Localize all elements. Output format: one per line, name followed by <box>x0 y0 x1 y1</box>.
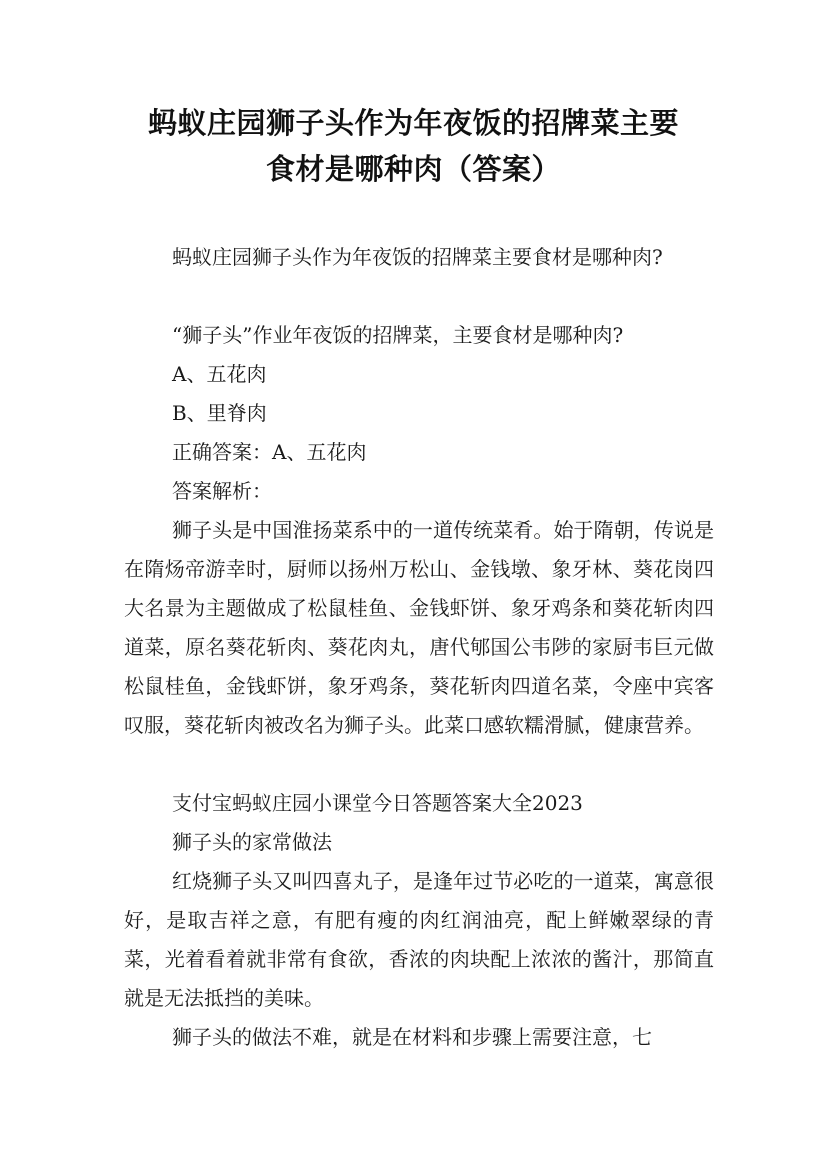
answer-collection-line: 支付宝蚂蚁庄园小课堂今日答题答案大全2023 <box>172 791 583 815</box>
analysis-paragraph: 狮子头是中国淮扬菜系中的一道传统菜肴。始于隋朝，传说是在隋炀帝游幸时，厨师以扬州万松山、金钱墩、象牙林、葵花岗四大名景为主题做成了松鼠桂鱼、金钱虾饼、象牙鸡条和葵花斩肉四道菜，原名葵花斩肉、葵花肉丸，唐代郇国公韦陟的家厨韦巨元做松鼠桂鱼，金钱虾饼，象牙鸡条，葵花斩肉四道名菜，令座中宾客叹服，葵花斩肉被改名为狮子头。此菜口感软糯滑腻，健康营养。 <box>124 518 714 737</box>
document-title-line-1: 蚂蚁庄园狮子头作为年夜饭的招牌菜主要 <box>147 106 679 140</box>
correct-answer: 正确答案：A、五花肉 <box>172 440 367 464</box>
recipe-method-paragraph: 狮子头的做法不难，就是在材料和步骤上需要注意，七 <box>172 1025 652 1049</box>
document-title-line-2: 食材是哪种肉（答案） <box>265 152 561 186</box>
question-intro-paragraph: 蚂蚁庄园狮子头作为年夜饭的招牌菜主要食材是哪种肉? <box>172 245 663 269</box>
home-recipe-heading: 狮子头的家常做法 <box>172 830 332 854</box>
recipe-intro-paragraph: 红烧狮子头又叫四喜丸子，是逢年过节必吃的一道菜，寓意很好，是取吉祥之意，有肥有瘦的肉红润油亮，配上鲜嫩翠绿的青菜，光着看着就非常有食欲，香浓的肉块配上浓浓的酱汁，那简直就是无法抵挡的美味。 <box>124 869 714 1010</box>
option-b: B、里脊肉 <box>172 401 267 425</box>
option-a: A、五花肉 <box>172 362 267 386</box>
question-paragraph: “狮子头”作业年夜饭的招牌菜，主要食材是哪种肉? <box>172 323 624 347</box>
answer-analysis-heading: 答案解析： <box>172 479 272 503</box>
